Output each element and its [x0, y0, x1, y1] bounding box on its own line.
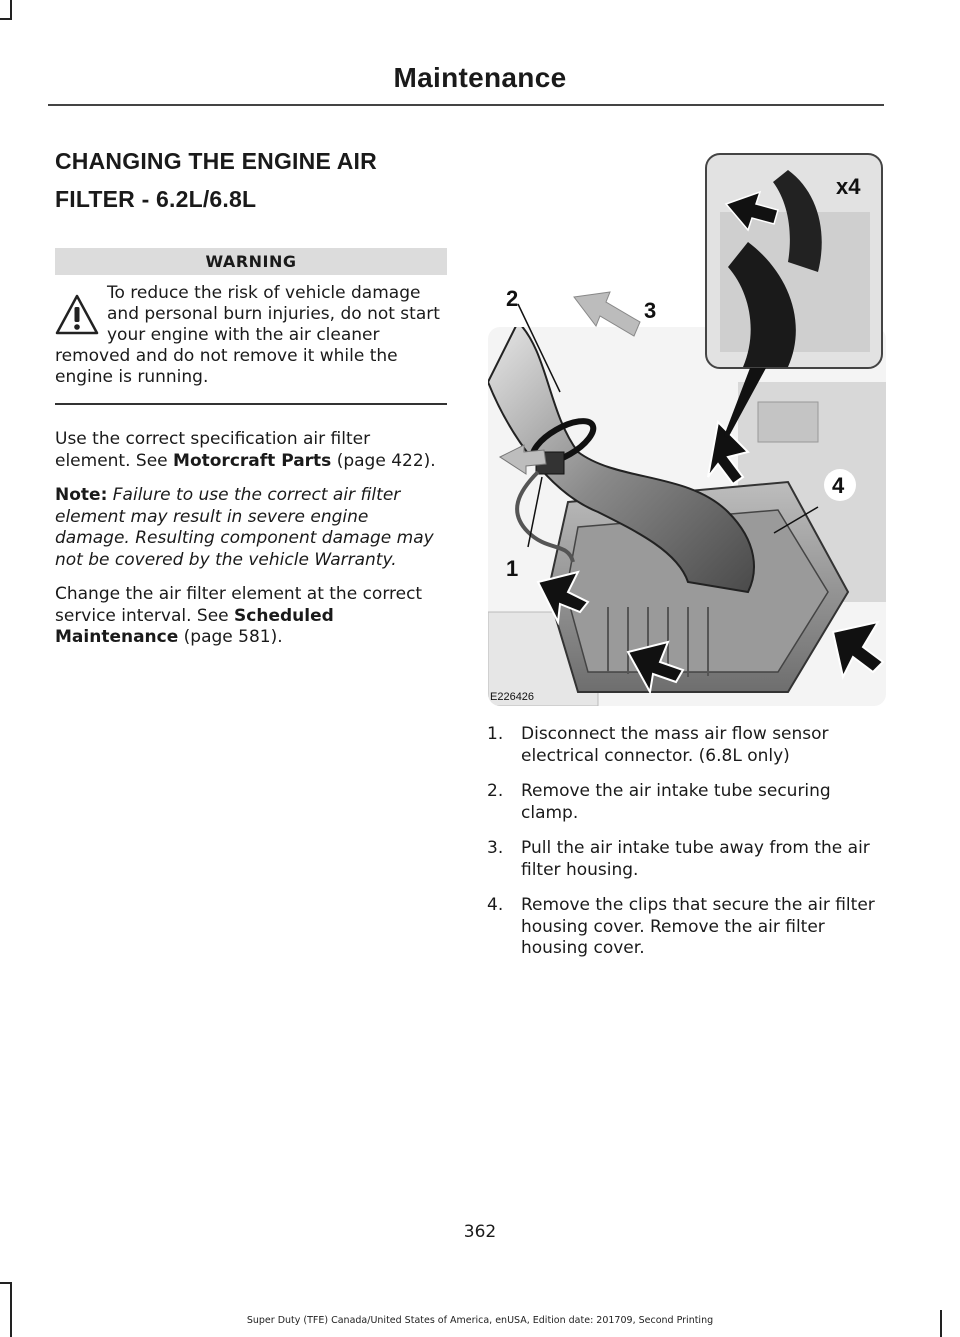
- section-title: Maintenance: [393, 62, 567, 93]
- step-number: 3.: [487, 838, 504, 858]
- list-item: [487, 838, 887, 881]
- step-text: Pull the air intake tube away from the air filter housing.: [521, 838, 870, 880]
- step-text: Disconnect the mass air flow sensor electrical connector. (6.8L only): [521, 724, 829, 766]
- step-text: Remove the air intake tube securing clamp.: [521, 781, 831, 823]
- paragraph-text: (page 422).: [331, 450, 436, 471]
- warning-triangle-icon: [55, 293, 99, 337]
- main-heading: [55, 142, 447, 218]
- list-item: [487, 895, 887, 960]
- warning-text: To reduce the risk of vehicle damage and personal burn injuries, do not start your engine with the air cleaner removed and do not remove it while the engine is running.: [55, 283, 440, 387]
- list-item: [487, 781, 887, 824]
- paragraph-text: Change the air filter element at the correct service interval. See: [55, 584, 423, 626]
- crop-mark: [10, 1282, 12, 1337]
- paragraph-text: Use the correct specification air filter element. See: [55, 429, 371, 471]
- image-code: E226426: [490, 691, 535, 703]
- warning-label: WARNING: [55, 248, 447, 275]
- main-view: [488, 322, 886, 706]
- crop-mark: [10, 0, 12, 18]
- left-column: [55, 142, 447, 649]
- step-number: 4.: [487, 895, 504, 915]
- page-number: 362: [463, 1222, 497, 1242]
- callout-3: 3: [644, 298, 657, 323]
- link-scheduled-maintenance[interactable]: Scheduled Maintenance: [55, 605, 334, 647]
- air-filter-illustration: [488, 152, 886, 706]
- callout-1: 1: [506, 556, 519, 581]
- callout-2: 2: [506, 286, 519, 311]
- note-paragraph: [55, 485, 447, 571]
- step-number: 2.: [487, 781, 504, 801]
- header-divider: [48, 104, 884, 106]
- link-motorcraft-parts[interactable]: Motorcraft Parts: [173, 450, 332, 471]
- paragraph-specification: [55, 429, 447, 472]
- steps-list: [487, 724, 887, 974]
- heading-line-1: CHANGING THE ENGINE AIR: [55, 148, 377, 174]
- crop-mark: [0, 1282, 12, 1284]
- paragraph-text: (page 581).: [178, 627, 283, 647]
- footer-text: Super Duty (TFE) Canada/United States of America, enUSA, Edition date: 201709, Second Printing: [246, 1315, 714, 1326]
- inset-label: x4: [836, 174, 861, 199]
- step-text: Remove the clips that secure the air filter housing cover. Remove the air filter housing cover.: [521, 895, 875, 958]
- paragraph-interval: [55, 584, 447, 649]
- crop-mark: [0, 18, 12, 20]
- warning-divider: [55, 403, 447, 405]
- note-label: Note:: [55, 485, 108, 505]
- heading-line-2: FILTER - 6.2L/6.8L: [55, 186, 257, 212]
- note-text: Failure to use the correct air filter element may result in severe engine damage. Resulting component damage may not be covered by the vehicle Warranty.: [55, 485, 434, 570]
- step-number: 1.: [487, 724, 504, 744]
- callout-4: 4: [832, 473, 845, 498]
- warning-box: [55, 283, 447, 388]
- list-item: [487, 724, 887, 767]
